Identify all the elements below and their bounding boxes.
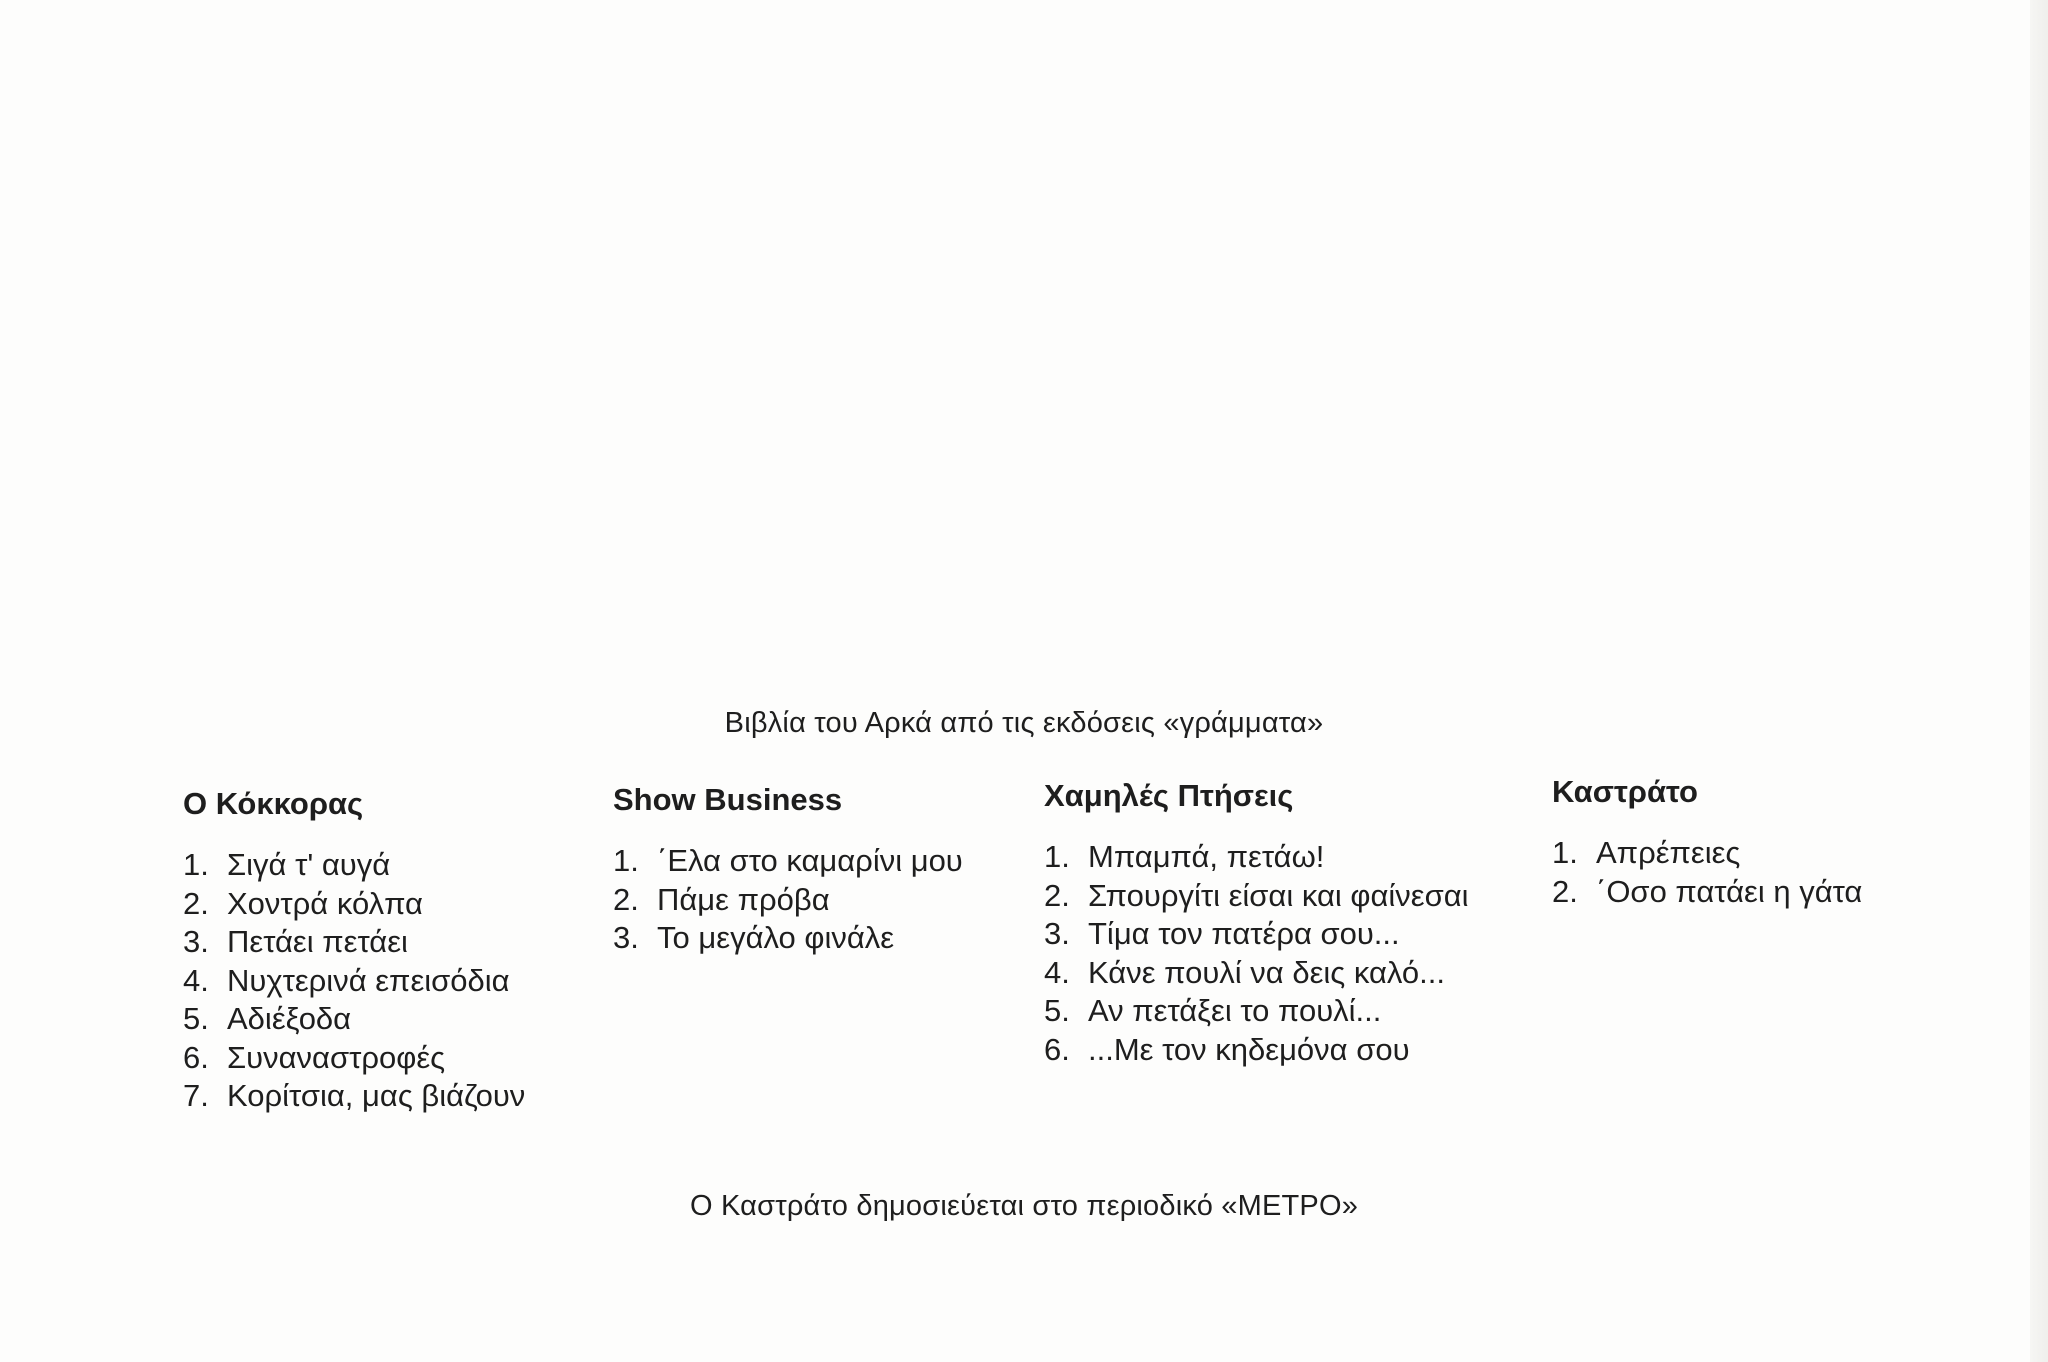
list-item: 3. Τίμα τον πατέρα σου... xyxy=(1044,916,1400,951)
book-series-show-business xyxy=(613,782,963,958)
list-item: 2. Χοντρά κόλπα xyxy=(183,885,423,921)
page-edge xyxy=(2030,0,2048,1362)
list-item: 1. Σιγά τ' αυγά xyxy=(183,847,391,882)
book-series-chamiles-ptiseis xyxy=(1044,778,1469,1069)
list-item: 5. Αν πετάξει το πουλί... xyxy=(1044,993,1382,1028)
list-item: 6. ...Με τον κηδεμόνα σου xyxy=(1044,1031,1410,1067)
list-item: 5. Αδιέξοδα xyxy=(183,1001,352,1036)
list-item: 2. Σπουργίτι είσαι και φαίνεσαι xyxy=(1044,877,1469,913)
list-item: 4. Κάνε πουλί να δεις καλό... xyxy=(1044,954,1445,990)
list-item: 2. ΄Οσο πατάει η γάτα xyxy=(1552,873,1863,909)
list-item: 4. Νυχτερινά επεισόδια xyxy=(183,962,510,998)
list-item: 2. Πάμε πρόβα xyxy=(613,881,830,917)
page-heading: Βιβλία του Αρκά από τις εκδόσεις «γράμματα» xyxy=(724,707,1324,739)
title-list xyxy=(613,842,963,958)
series-title: Καστράτο xyxy=(1552,774,1698,809)
list-item: 1. Μπαμπά, πετάω! xyxy=(1044,839,1325,874)
series-title: Χαμηλές Πτήσεις xyxy=(1044,778,1294,813)
list-item: 1. ΄Ελα στο καμαρίνι μου xyxy=(613,843,963,878)
book-series-kastrato xyxy=(1552,774,1862,911)
list-item: 6. Συναναστροφές xyxy=(183,1039,446,1075)
series-title: Ο Κόκκορας xyxy=(183,786,364,821)
title-list xyxy=(1044,838,1469,1069)
list-item: 3. Πετάει πετάει xyxy=(183,924,408,959)
book-series-kokkoras xyxy=(183,786,525,1116)
title-list xyxy=(183,846,525,1116)
list-item: 1. Απρέπειες xyxy=(1552,835,1741,870)
list-item: 7. Κορίτσια, μας βιάζουν xyxy=(183,1078,526,1113)
series-title: Show Business xyxy=(613,782,843,817)
page-footer-note: Ο Καστράτο δημοσιεύεται στο περιοδικό «ΜΕΤΡΟ» xyxy=(689,1190,1359,1222)
title-list xyxy=(1552,834,1862,911)
list-item: 3. Το μεγάλο φινάλε xyxy=(613,920,895,955)
